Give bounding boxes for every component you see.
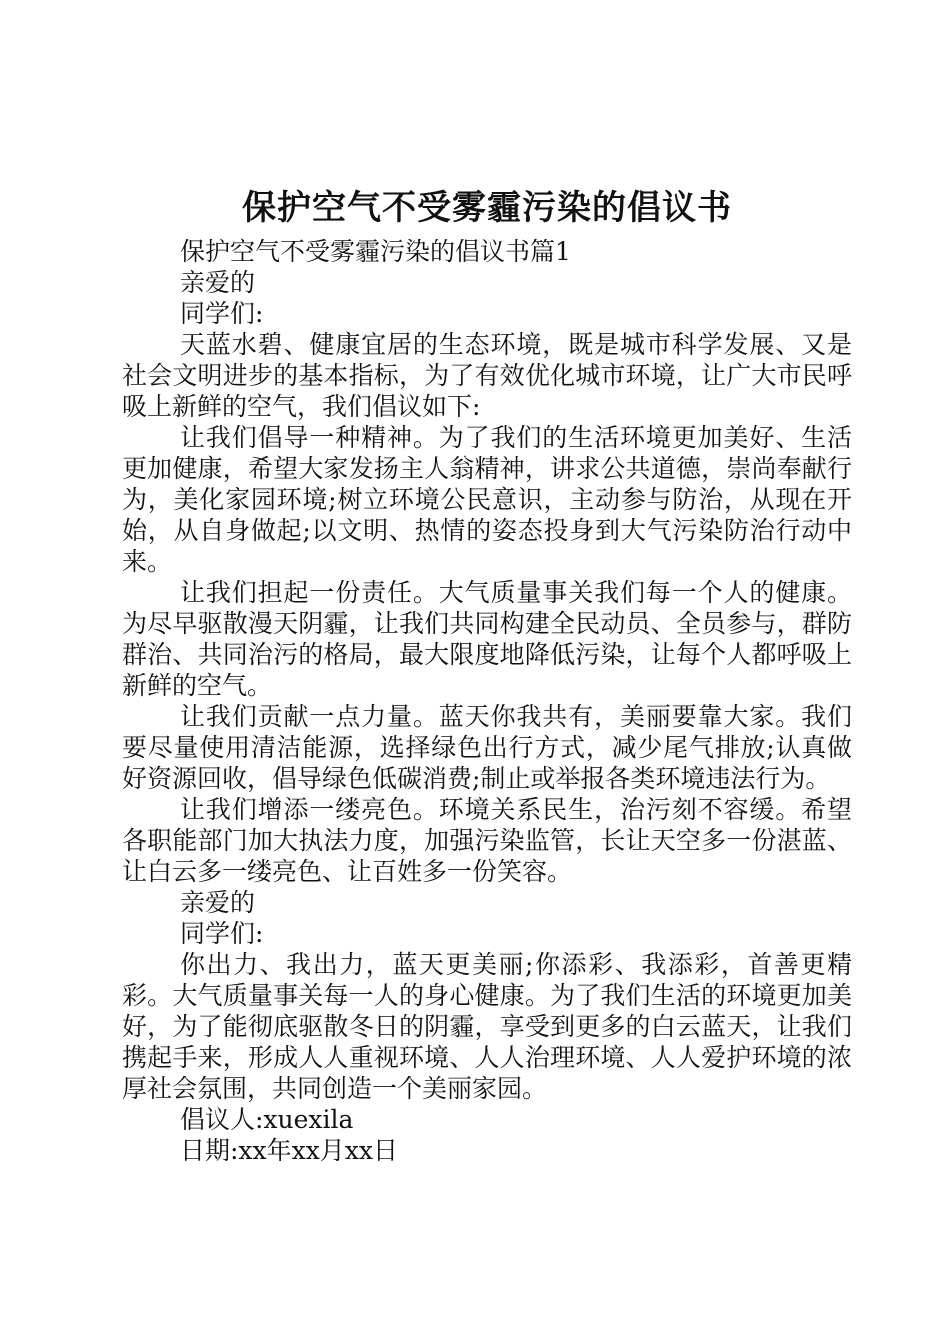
- body-paragraph: 天蓝水碧、健康宜居的生态环境，既是城市科学发展、又是社会文明进步的基本指标，为了有效优化城市环境，让广大市民呼吸上新鲜的空气，我们倡议如下:: [122, 330, 852, 421]
- signer-line: 倡议人:xuexila: [180, 1105, 354, 1134]
- document-title: 保护空气不受雾霾污染的倡议书: [242, 188, 732, 228]
- document-page: [122, 182, 852, 1166]
- date-line: 日期:xx年xx月xx日: [180, 1136, 399, 1165]
- salutation-line: 同学们:: [180, 919, 264, 948]
- body-paragraph: 让我们增添一缕亮色。环境关系民生，治污刻不容缓。希望各职能部门加大执法力度，加强污染监管，长让天空多一份湛蓝、让白云多一缕亮色、让百姓多一份笑容。: [122, 795, 852, 886]
- document-subtitle: 保护空气不受雾霾污染的倡议书篇1: [180, 237, 571, 266]
- salutation-line: 亲爱的: [180, 888, 256, 917]
- salutation-line: 同学们:: [180, 299, 264, 328]
- body-paragraph: 让我们倡导一种精神。为了我们的生活环境更加美好、生活更加健康，希望大家发扬主人翁精神，讲求公共道德，崇尚奉献行为，美化家园环境;树立环境公民意识，主动参与防治，从现在开始，从自身做起;以文明、热情的姿态投身到大气污染防治行动中来。: [122, 423, 852, 576]
- body-paragraph: 让我们贡献一点力量。蓝天你我共有，美丽要靠大家。我们要尽量使用清洁能源，选择绿色出行方式，减少尾气排放;认真做好资源回收，倡导绿色低碳消费;制止或举报各类环境违法行为。: [122, 702, 852, 793]
- body-paragraph: 让我们担起一份责任。大气质量事关我们每一个人的健康。为尽早驱散漫天阴霾，让我们共同构建全民动员、全员参与，群防群治、共同治污的格局，最大限度地降低污染，让每个人都呼吸上新鲜的空气。: [122, 578, 852, 700]
- closing-paragraph: 你出力、我出力，蓝天更美丽;你添彩、我添彩，首善更精彩。大气质量事关每一人的身心健康。为了我们生活的环境更加美好，为了能彻底驱散冬日的阴霾，享受到更多的白云蓝天，让我们携起手来，形成人人重视环境、人人治理环境、人人爱护环境的浓厚社会氛围，共同创造一个美丽家园。: [122, 950, 852, 1103]
- salutation-line: 亲爱的: [180, 268, 256, 297]
